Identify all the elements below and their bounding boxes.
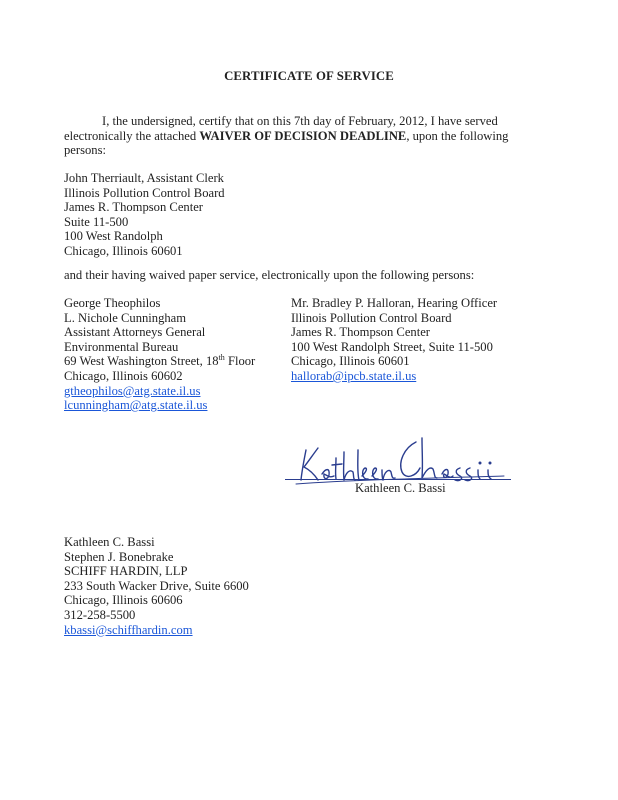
email-link-theophilos[interactable]: gtheophilos@atg.state.il.us bbox=[64, 383, 201, 398]
ordinal-superscript: th bbox=[218, 353, 225, 363]
left-recipient-address bbox=[64, 296, 255, 413]
address-line: Chicago, Illinois 60601 bbox=[291, 354, 410, 369]
address-line: 100 West Randolph Street, Suite 11-500 bbox=[291, 339, 493, 354]
intro-line-2-start: electronically the attached bbox=[64, 128, 200, 143]
address-line: Chicago, Illinois 60606 bbox=[64, 593, 183, 608]
street-floor-text: Floor bbox=[224, 354, 256, 369]
right-recipient-address bbox=[291, 296, 497, 384]
address-line: George Theophilos bbox=[64, 296, 161, 310]
address-street-line bbox=[64, 354, 255, 369]
certification-paragraph bbox=[64, 114, 524, 158]
signature-line bbox=[285, 479, 511, 480]
primary-recipient-address bbox=[64, 171, 225, 259]
address-line: Illinois Pollution Control Board bbox=[291, 310, 452, 325]
address-line: Assistant Attorneys General bbox=[64, 325, 206, 340]
sender-address bbox=[64, 535, 249, 637]
address-line: L. Nichole Cunningham bbox=[64, 310, 187, 325]
email-link-halloran[interactable]: hallorab@ipcb.state.il.us bbox=[291, 368, 417, 383]
address-line: Chicago, Illinois 60601 bbox=[64, 243, 183, 258]
intro-line-2-end: , upon the following bbox=[406, 128, 509, 143]
address-line: Stephen J. Bonebrake bbox=[64, 549, 174, 564]
address-line: Environmental Bureau bbox=[64, 339, 179, 354]
intro-line-2 bbox=[64, 129, 524, 144]
street-text: 69 West Washington Street, 18 bbox=[64, 354, 219, 369]
address-line: James R. Thompson Center bbox=[291, 325, 430, 340]
waived-service-text: and their having waived paper service, electronically upon the following persons: bbox=[64, 268, 475, 282]
signature-printed-name: Kathleen C. Bassi bbox=[355, 481, 446, 495]
document-name-bold: WAIVER OF DECISION DEADLINE bbox=[199, 128, 407, 143]
address-line: 100 West Randolph bbox=[64, 229, 163, 244]
intro-line-3: persons: bbox=[64, 143, 106, 158]
phone-number: 312-258-5500 bbox=[64, 607, 136, 622]
address-line: SCHIFF HARDIN, LLP bbox=[64, 564, 188, 579]
address-line: 233 South Wacker Drive, Suite 6600 bbox=[64, 578, 249, 593]
email-link-bassi[interactable]: kbassi@schiffhardin.com bbox=[64, 622, 193, 637]
address-line: Chicago, Illinois 60602 bbox=[64, 368, 183, 383]
email-link-cunningham[interactable]: lcunningham@atg.state.il.us bbox=[64, 398, 208, 413]
address-line: Kathleen C. Bassi bbox=[64, 535, 155, 549]
address-line: James R. Thompson Center bbox=[64, 200, 203, 215]
intro-line-1: I, the undersigned, certify that on this 7th day of February, 2012, I have served bbox=[102, 114, 498, 128]
address-line: Illinois Pollution Control Board bbox=[64, 185, 225, 200]
address-line: John Therriault, Assistant Clerk bbox=[64, 171, 224, 185]
address-line: Mr. Bradley P. Halloran, Hearing Officer bbox=[291, 296, 498, 310]
document-title: CERTIFICATE OF SERVICE bbox=[224, 69, 394, 83]
address-line: Suite 11-500 bbox=[64, 214, 129, 229]
